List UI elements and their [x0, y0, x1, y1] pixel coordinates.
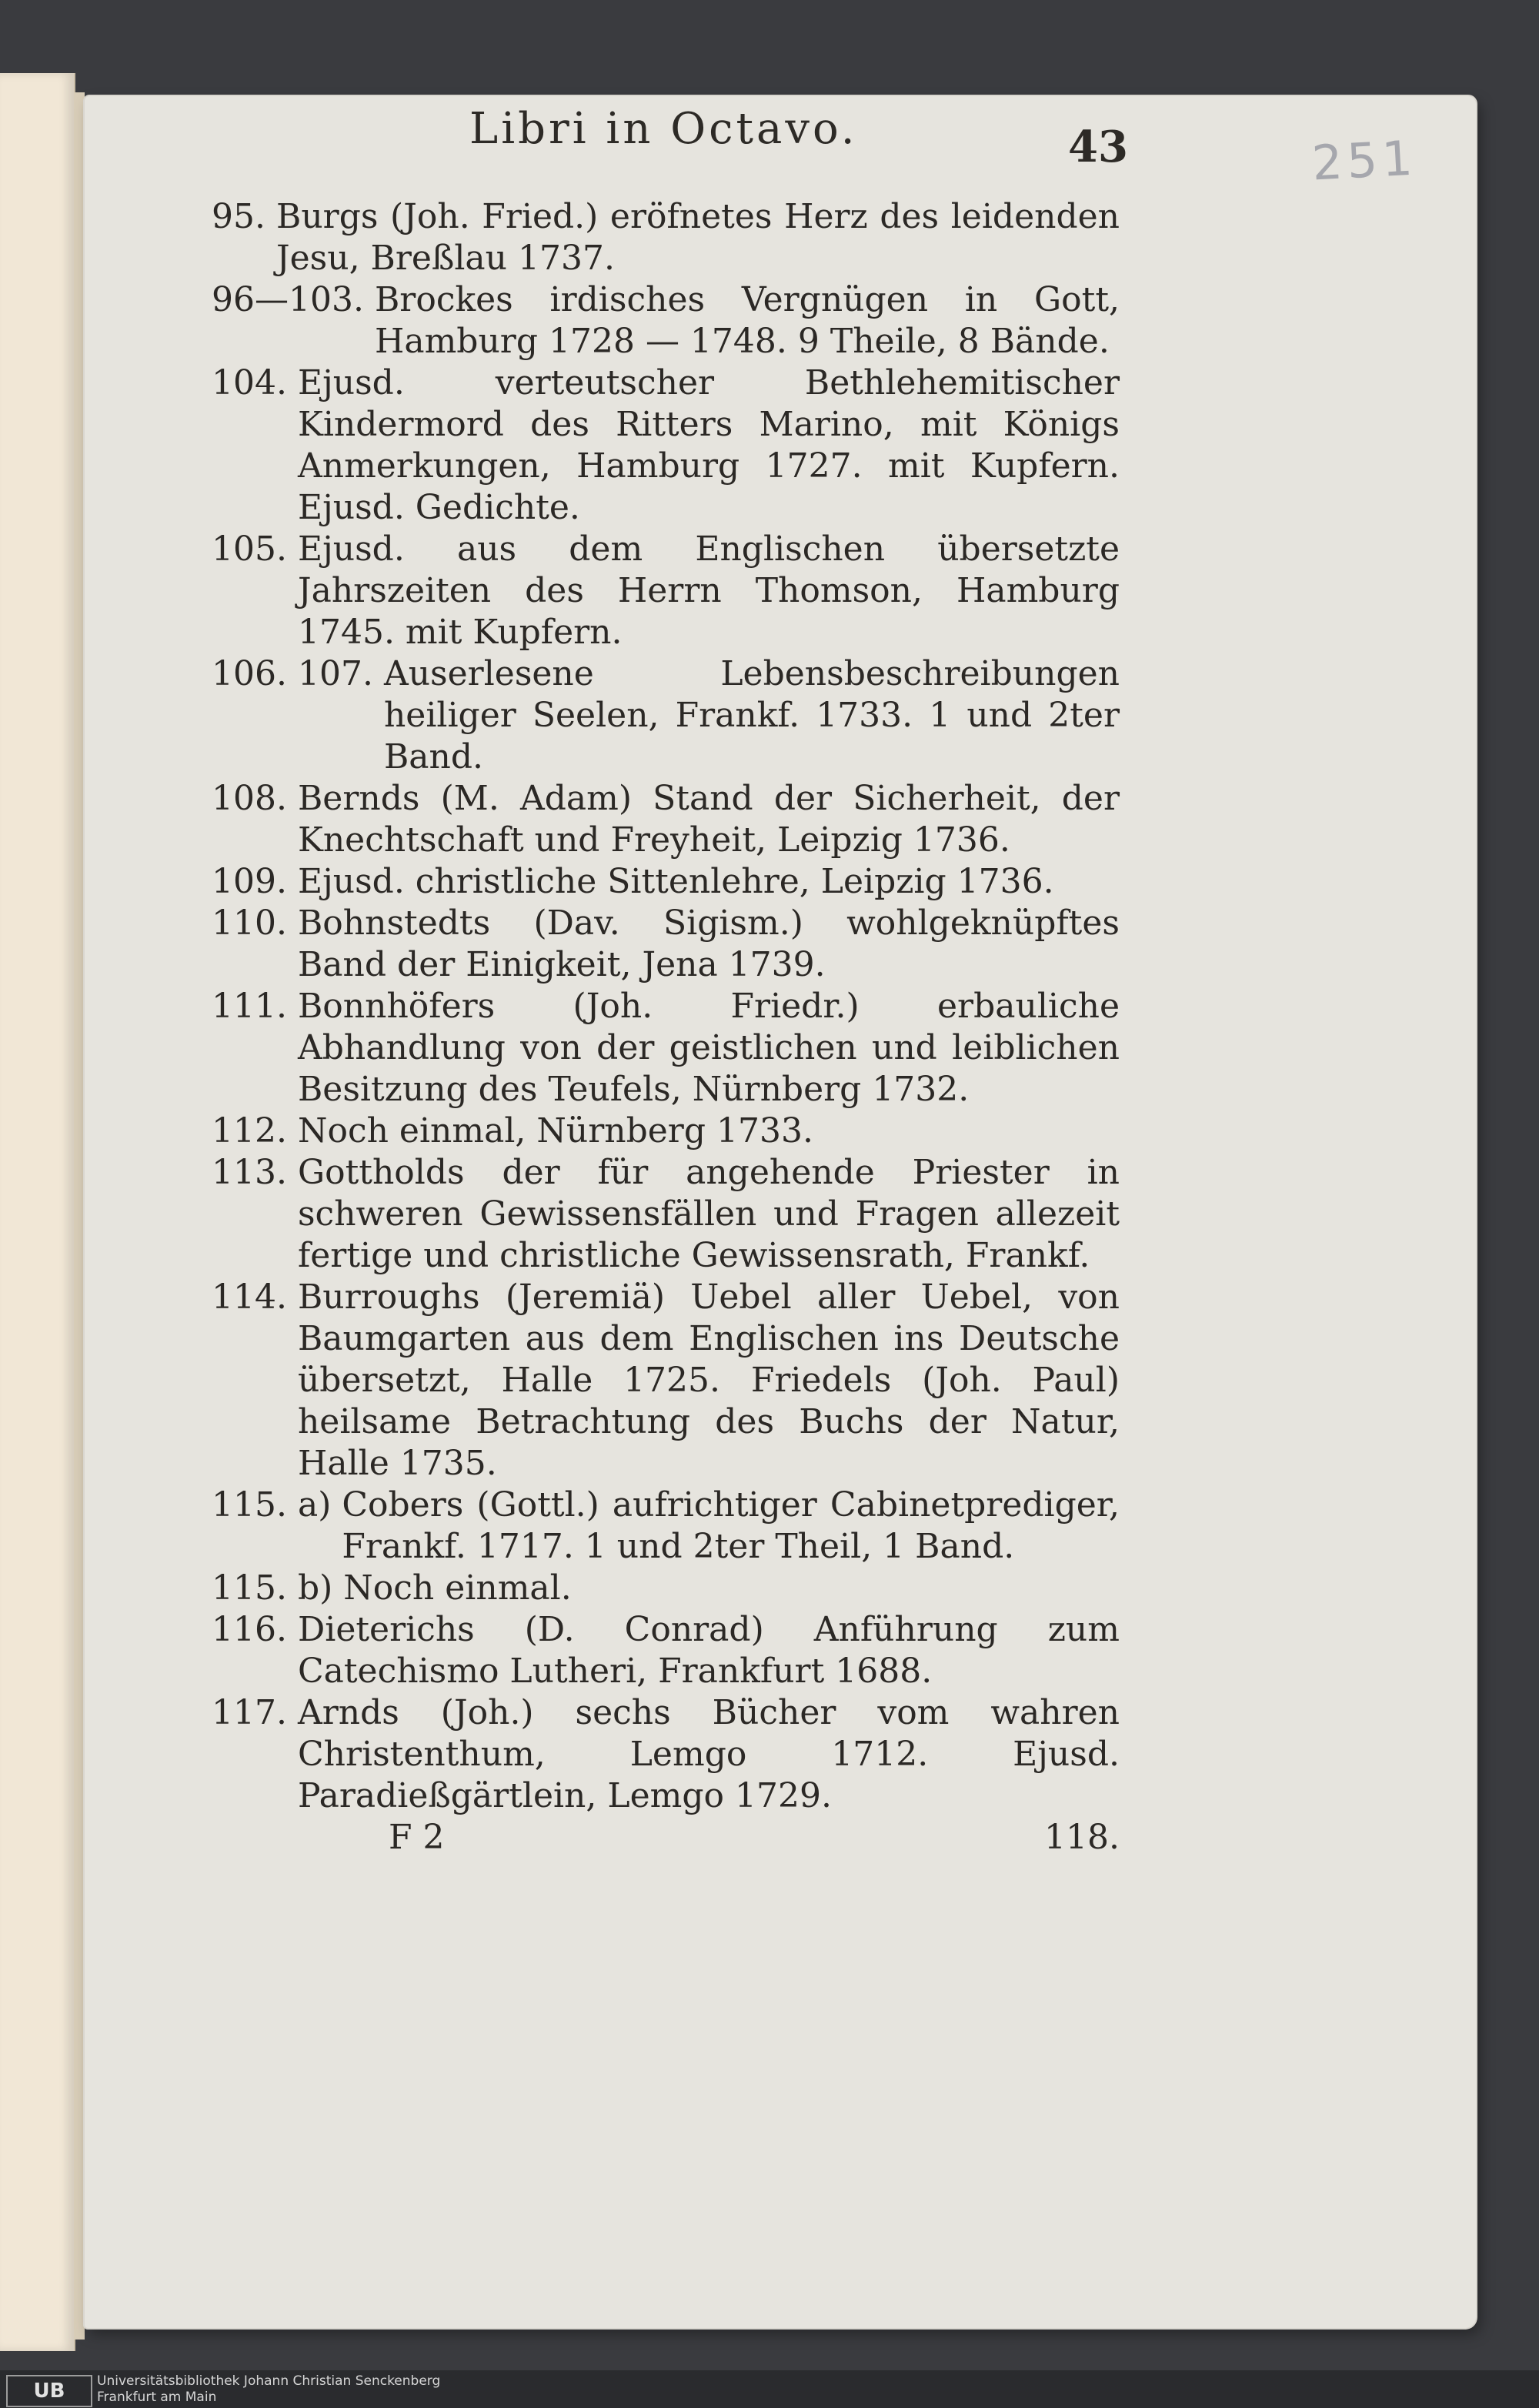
catalog-entry — [212, 903, 1120, 986]
entry-number: 95. — [212, 197, 265, 236]
handwritten-note: 251 — [1310, 129, 1419, 192]
entry-number: 113. — [212, 1153, 287, 1192]
catalog-entry — [212, 279, 1120, 362]
entry-text: Bonnhöfers (Joh. Friedr.) erbauliche Abhandlung von der geistlichen und leiblichen Besitzung des Teufels, Nürnberg 1732. — [297, 987, 1120, 1109]
page-title: Libri in Octavo. — [469, 104, 858, 154]
library-name: Universitätsbibliothek Johann Christian Senckenberg — [97, 2373, 441, 2389]
entry-number: 106. 107. — [212, 654, 373, 693]
catalog-entry — [212, 362, 1120, 529]
entry-text: Bohnstedts (Dav. Sigism.) wohlgeknüpftes Band der Einigkeit, Jena 1739. — [297, 903, 1120, 984]
ub-logo: UB — [6, 2375, 92, 2407]
entry-number: 109. — [212, 862, 287, 901]
entry-text: Bernds (M. Adam) Stand der Sicherheit, der Knechtschaft und Freyheit, Leipzig 1736. — [297, 779, 1120, 860]
entry-text: Auserlesene Lebensbeschreibungen heiliger Seelen, Frankf. 1733. 1 und 2ter Band. — [383, 654, 1120, 777]
page-gutter — [74, 92, 85, 2340]
entry-number: 115. b) — [212, 1568, 333, 1608]
entry-text: Gottholds der für angehende Priester in schweren Gewissensfällen und Fragen allezeit fertige und christliche Gewissensrath, Frankf. — [297, 1153, 1120, 1275]
catalog-entries — [212, 196, 1120, 1859]
entry-text: Ejusd. aus dem Englischen übersetzte Jahrszeiten des Herrn Thomson, Hamburg 1745. mit Kupfern. — [297, 529, 1120, 652]
entry-number: 96—103. — [212, 280, 364, 319]
entry-number: 114. — [212, 1277, 287, 1317]
entry-number: 116. — [212, 1610, 287, 1649]
entry-number: 117. — [212, 1693, 287, 1732]
signature-mark: F 2 — [389, 1818, 445, 1857]
entry-number: 115. a) — [212, 1485, 332, 1525]
book-cover-edge — [0, 73, 75, 2351]
catalog-entry — [212, 1568, 1120, 1609]
catalog-entry — [212, 529, 1120, 653]
library-credit-bar — [0, 2370, 1539, 2408]
catalog-entry — [212, 986, 1120, 1110]
entry-number: 105. — [212, 529, 287, 569]
catalog-entry — [212, 1692, 1120, 1817]
catalog-entry — [212, 1277, 1120, 1485]
entry-number: 112. — [212, 1111, 287, 1151]
entry-text: Burroughs (Jeremiä) Uebel aller Uebel, von Baumgarten aus dem Englischen ins Deutsche übersetzt, Halle 1725. Friedels (Joh. Paul) heilsame Betrachtung des Buchs der Natur, Halle 1735. — [297, 1277, 1120, 1483]
catalog-entry — [212, 1485, 1120, 1568]
page-number: 43 — [1068, 122, 1128, 172]
entry-text: Ejusd. christliche Sittenlehre, Leipzig 1736. — [297, 862, 1054, 901]
catalog-entry — [212, 1110, 1120, 1152]
entry-text: Ejusd. verteutscher Bethlehemitischer Kindermord des Ritters Marino, mit Königs Anmerkungen, Hamburg 1727. mit Kupfern. Ejusd. Gedichte. — [297, 363, 1120, 527]
page-footer — [296, 1817, 1120, 1859]
catalog-entry — [212, 1609, 1120, 1692]
entry-text: Dieterichs (D. Conrad) Anführung zum Catechismo Lutheri, Frankfurt 1688. — [297, 1610, 1120, 1691]
entry-number: 104. — [212, 363, 287, 402]
entry-text: Cobers (Gottl.) aufrichtiger Cabinetprediger, Frankf. 1717. 1 und 2ter Theil, 1 Band. — [342, 1485, 1120, 1566]
entry-text: Noch einmal, Nürnberg 1733. — [297, 1111, 813, 1151]
catalog-entry — [212, 653, 1120, 778]
catalog-entry — [212, 778, 1120, 861]
catalog-entry — [212, 196, 1120, 279]
library-city: Frankfurt am Main — [97, 2390, 217, 2405]
entry-text: Arnds (Joh.) sechs Bücher vom wahren Christenthum, Lemgo 1712. Ejusd. Paradießgärtlein, Lemgo 1729. — [297, 1693, 1120, 1815]
entry-number: 110. — [212, 903, 287, 943]
entry-number: 108. — [212, 779, 287, 818]
catalog-entry — [212, 861, 1120, 903]
entry-text: Noch einmal. — [343, 1568, 572, 1608]
entry-text: Burgs (Joh. Fried.) eröfnetes Herz des leidenden Jesu, Breßlau 1737. — [275, 197, 1120, 278]
entry-text: Brockes irdisches Vergnügen in Gott, Hamburg 1728 — 1748. 9 Theile, 8 Bände. — [374, 280, 1120, 361]
entry-number: 111. — [212, 987, 287, 1026]
catchword: 118. — [1044, 1818, 1120, 1857]
catalog-entry — [212, 1152, 1120, 1277]
